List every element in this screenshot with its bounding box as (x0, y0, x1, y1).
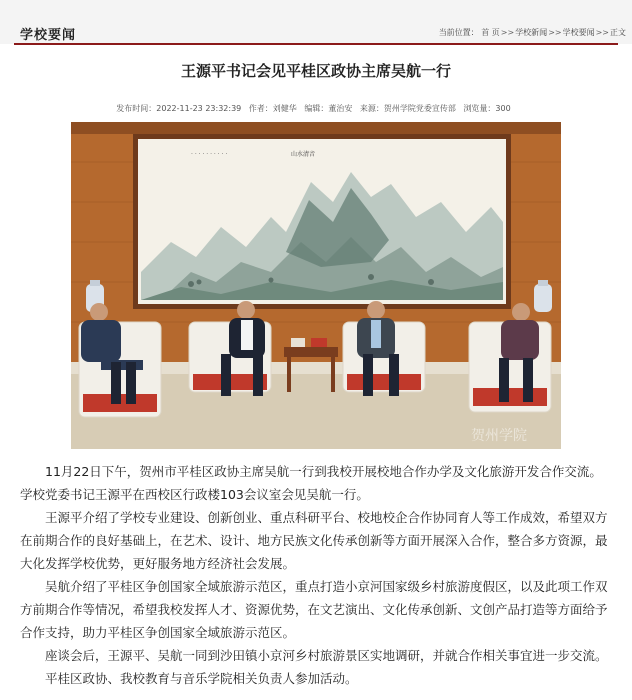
meta-views: 浏览量：300 (463, 104, 511, 113)
breadcrumb-separator: >> (548, 28, 562, 37)
article-paragraph: 王源平介绍了学校专业建设、创新创业、重点科研平台、校地校企合作协同育人等工作成效，希望双方在前期合作的良好基础上，在艺术、设计、地方民族文化传承创新等方面开展深入合作，整合多方资源，最大化发挥学校优势，更好服务地方经济社会发展。 (20, 510, 608, 571)
article-paragraph: 座谈会后，王源平、吴航一同到沙田镇小京河乡村旅游景区实地调研，并就合作相关事宜进一步交流。 (45, 648, 608, 663)
section-title: 学校要闻 (20, 28, 77, 43)
article-title: 王源平书记会见平桂区政协主席吴航一行 (180, 62, 451, 80)
photo-watermark: 贺州学院 (471, 428, 527, 444)
header-divider (14, 43, 618, 45)
page-header (0, 0, 632, 44)
breadcrumb-current: 正文 (610, 28, 626, 37)
breadcrumb-home-link[interactable]: 首 页 (481, 28, 500, 37)
breadcrumb-news-link[interactable]: 学校新闻 (515, 28, 548, 37)
breadcrumb-school-news-link[interactable]: 学校要闻 (562, 28, 595, 37)
article-paragraph: 11月22日下午，贺州市平桂区政协主席吴航一行到我校开展校地合作办学及文化旅游开发合作交流。学校党委书记王源平在西校区行政楼103会议室会见吴航一行。 (20, 464, 602, 502)
meta-author: 作者：刘健华 (248, 104, 297, 113)
article-paragraph: 平桂区政协、我校教育与音乐学院相关负责人参加活动。 (45, 671, 358, 686)
painting-inscription: 山水清音 (291, 151, 316, 158)
svg-text:· · · · · · · · · ·: · · · · · · · · · · (191, 151, 228, 158)
meta-editor: 编辑：董治安 (304, 104, 353, 113)
article-body (20, 460, 612, 690)
article-paragraph: 吴航介绍了平桂区争创国家全域旅游示范区，重点打造小京河国家级乡村旅游度假区，以及此项工作双方前期合作等情况，希望我校发挥人才、资源优势，在文艺演出、文化传承创新、文创产品打造等方面给予合作支持，助力平桂区争创国家全域旅游示范区。 (20, 579, 608, 640)
meta-source: 来源：贺州学院党委宣传部 (359, 104, 456, 113)
breadcrumb-separator: >> (595, 28, 609, 37)
article-photo (71, 122, 561, 449)
breadcrumb-label: 当前位置： (438, 28, 479, 37)
breadcrumb-separator: >> (500, 28, 515, 37)
meta-publish-time: 发布时间：2022-11-23 23:32:39 (116, 104, 242, 113)
article-meta (0, 96, 632, 115)
breadcrumb (439, 27, 626, 38)
